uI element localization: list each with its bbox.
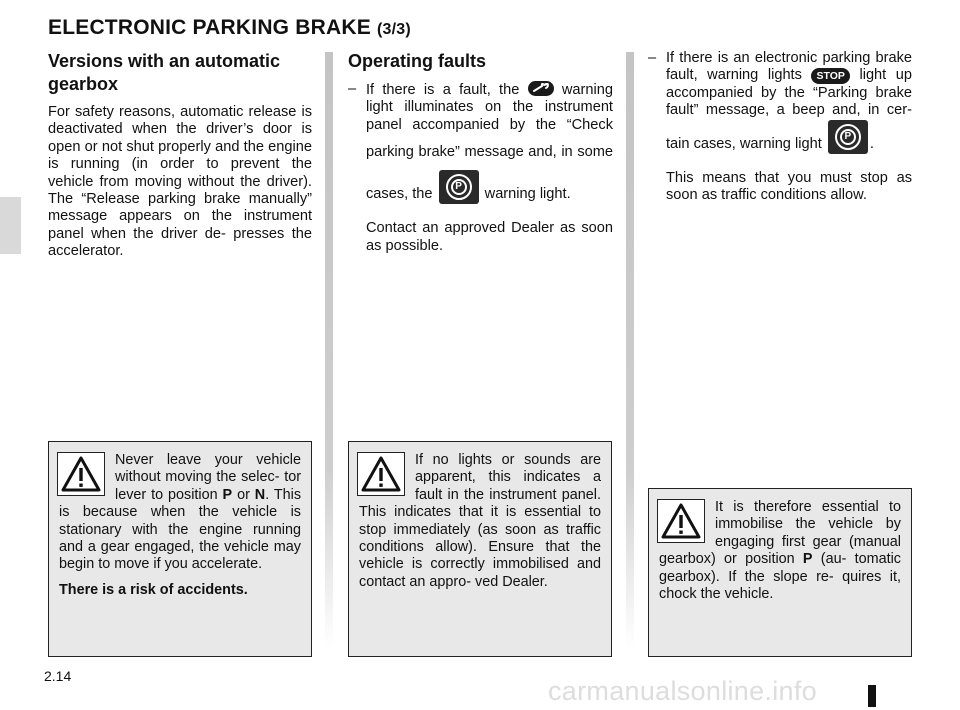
section-tab — [0, 197, 21, 254]
warning-text-immobilise: It is therefore essential to immobilise the vehicle by engaging first gear (manual gearbox) or position P (au- tomatic gearbox). If the slope re- quires it, chock the vehicle. — [659, 499, 901, 603]
column-automatic-gearbox — [48, 50, 312, 261]
page-marker — [868, 685, 876, 707]
title-main: ELECTRONIC PARKING BRAKE — [48, 16, 371, 39]
column-divider-right — [626, 52, 634, 647]
title-suffix: (3/3) — [376, 21, 411, 38]
contact-dealer-text: Contact an approved Dealer as soon as possible. — [366, 220, 613, 254]
fault-text-3: some cases, the — [366, 144, 613, 203]
stop-note-text: This means that you must stop as soon as traffic conditions allow. — [666, 169, 912, 204]
watermark: carmanualsonline.info — [548, 676, 817, 706]
stop-warning-icon: STOP — [811, 68, 849, 84]
warning-triangle-icon — [357, 452, 405, 496]
brake-fault-text-4: . — [869, 135, 874, 152]
list-dash: – — [648, 50, 657, 66]
brake-fault-list-item — [648, 50, 912, 162]
warning-box-no-lights — [348, 441, 612, 657]
warning-text-selector-lever: Never leave your vehicle without moving the selec- tor lever to position P or N. This is because when the vehicle is stationary with the engine running and a gear engaged, the vehicle may begin to move if you accelerate. — [59, 452, 302, 573]
warning-risk-of-accidents: There is a risk of accidents. — [59, 581, 248, 598]
column-divider-left — [325, 52, 333, 647]
parking-brake-warning-icon: P — [439, 170, 479, 204]
fault-text-1: If there is a fault, the — [366, 82, 520, 98]
fault-text-2: warning light illuminates on the instrument panel accompanied by the “Check parking brake” message and, in — [366, 82, 613, 161]
column-operating-faults — [348, 50, 613, 255]
section-heading-automatic-gearbox: Versions with an automatic gearbox — [48, 51, 281, 94]
warning-box-immobilise — [648, 488, 912, 657]
fault-text-4: warning light. — [484, 186, 571, 203]
parking-brake-warning-icon: P — [828, 120, 868, 154]
warning-text-no-lights: If no lights or sounds are apparent, this indicates a fault in the instrument panel. This indicates that it is essential to stop immediately (as soon as traffic conditions allow). Ensure that the vehicle is correctly immobilised and contact an appro- ved Dealer. — [359, 452, 601, 590]
column-brake-fault — [648, 50, 912, 204]
brake-fault-text-3: tain cases, warning light — [666, 135, 822, 152]
section-heading-operating-faults: Operating faults — [348, 51, 487, 71]
brake-fault-text-2: light up accompanied by the “Parking brake fault” message, a beep and, in cer- — [666, 67, 913, 119]
list-dash: – — [348, 81, 357, 97]
wrench-service-icon — [528, 81, 554, 96]
automatic-gearbox-text: For safety reasons, automatic release is deactivated when the driver’s door is open or not shut properly and the engine is running (in order to prevent the vehicle from moving without the driver). The “Release parking brake manually” message appears on the instrument panel when the driver de- presses the accelerator. — [48, 104, 312, 260]
warning-box-selector-lever — [48, 441, 312, 657]
page-title — [48, 16, 411, 40]
warning-triangle-icon — [57, 452, 105, 496]
fault-list-item — [348, 81, 613, 212]
page-number: 2.14 — [44, 668, 72, 684]
warning-triangle-icon — [657, 499, 705, 543]
brake-fault-text-1: If there is an electronic parking brake fault, warning lights — [666, 50, 912, 84]
